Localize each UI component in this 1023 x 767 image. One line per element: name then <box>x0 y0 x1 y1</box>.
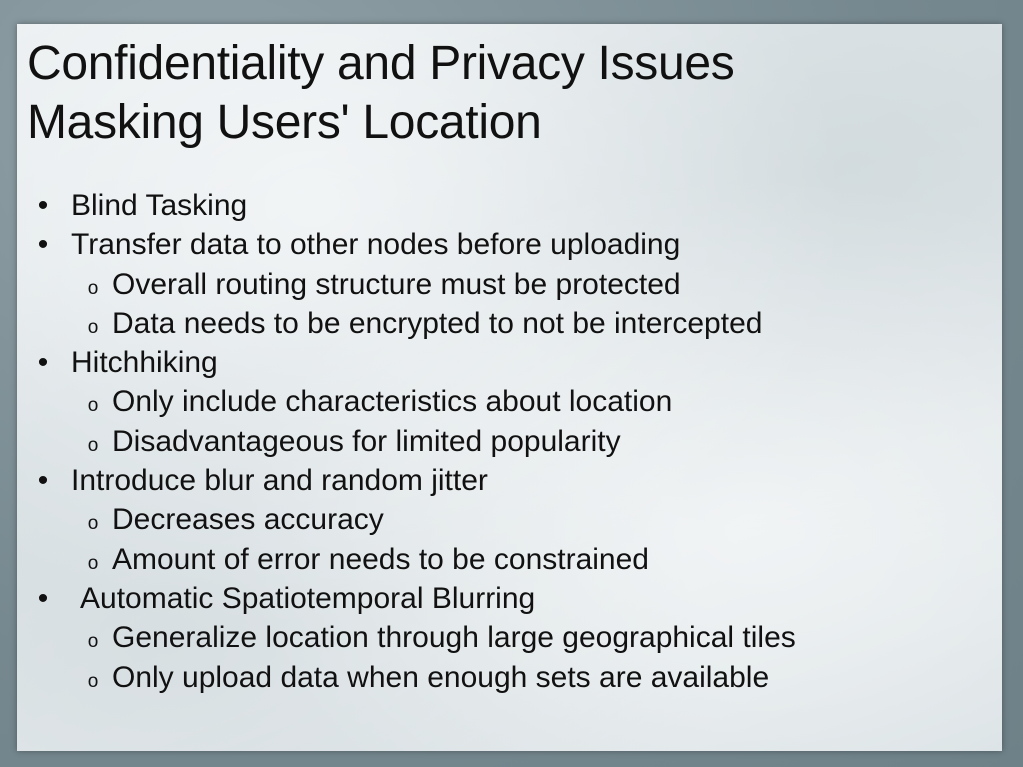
sub-bullet-item <box>31 304 796 343</box>
sub-bullet-marker: o <box>87 434 99 456</box>
bullet-text: Automatic Spatiotemporal Blurring <box>80 581 536 615</box>
sub-bullet-text: Overall routing structure must be protected <box>112 267 681 301</box>
sub-bullet-marker: o <box>87 513 99 535</box>
title-line-1: Confidentiality and Privacy Issues <box>27 37 735 90</box>
sub-bullet-text: Only upload data when enough sets are available <box>112 660 770 694</box>
bullet-item <box>31 343 796 382</box>
bullet-marker: • <box>37 228 49 262</box>
sub-bullet-marker: o <box>87 316 99 338</box>
sub-bullet-item <box>31 500 796 539</box>
sub-bullet-item <box>31 540 796 579</box>
bullet-list <box>31 186 796 697</box>
sub-bullet-item <box>31 658 796 697</box>
sub-bullet-marker: o <box>87 552 99 574</box>
bullet-text: Hitchhiking <box>71 346 218 380</box>
bullet-item <box>31 579 796 618</box>
sub-bullet-marker: o <box>87 670 99 692</box>
sub-bullet-text: Decreases accuracy <box>112 503 384 537</box>
bullet-item <box>31 186 796 225</box>
sub-bullet-text: Disadvantageous for limited popularity <box>112 424 621 458</box>
sub-bullet-marker: o <box>87 277 99 299</box>
bullet-text: Blind Tasking <box>71 189 248 222</box>
sub-bullet-item <box>31 265 796 304</box>
bullet-item <box>31 461 796 500</box>
bullet-marker: • <box>37 189 49 222</box>
sub-bullet-marker: o <box>87 631 99 653</box>
bullet-item <box>31 225 796 264</box>
bullet-marker: • <box>37 346 49 380</box>
bullet-marker: • <box>37 581 49 615</box>
sub-bullet-text: Data needs to be encrypted to not be intercepted <box>112 306 763 340</box>
sub-bullet-item <box>31 382 796 421</box>
sub-bullet-text: Only include characteristics about location <box>112 385 673 419</box>
bullet-text: Introduce blur and random jitter <box>71 464 488 498</box>
slide-title <box>27 34 734 152</box>
bullet-marker: • <box>37 464 49 498</box>
slide <box>17 24 1002 751</box>
title-line-2: Masking Users' Location <box>27 96 542 149</box>
sub-bullet-text: Amount of error needs to be constrained <box>112 542 649 576</box>
bullet-text: Transfer data to other nodes before uploading <box>71 228 681 262</box>
sub-bullet-item <box>31 422 796 461</box>
sub-bullet-marker: o <box>87 395 99 417</box>
sub-bullet-text: Generalize location through large geographical tiles <box>112 621 796 655</box>
sub-bullet-item <box>31 618 796 657</box>
